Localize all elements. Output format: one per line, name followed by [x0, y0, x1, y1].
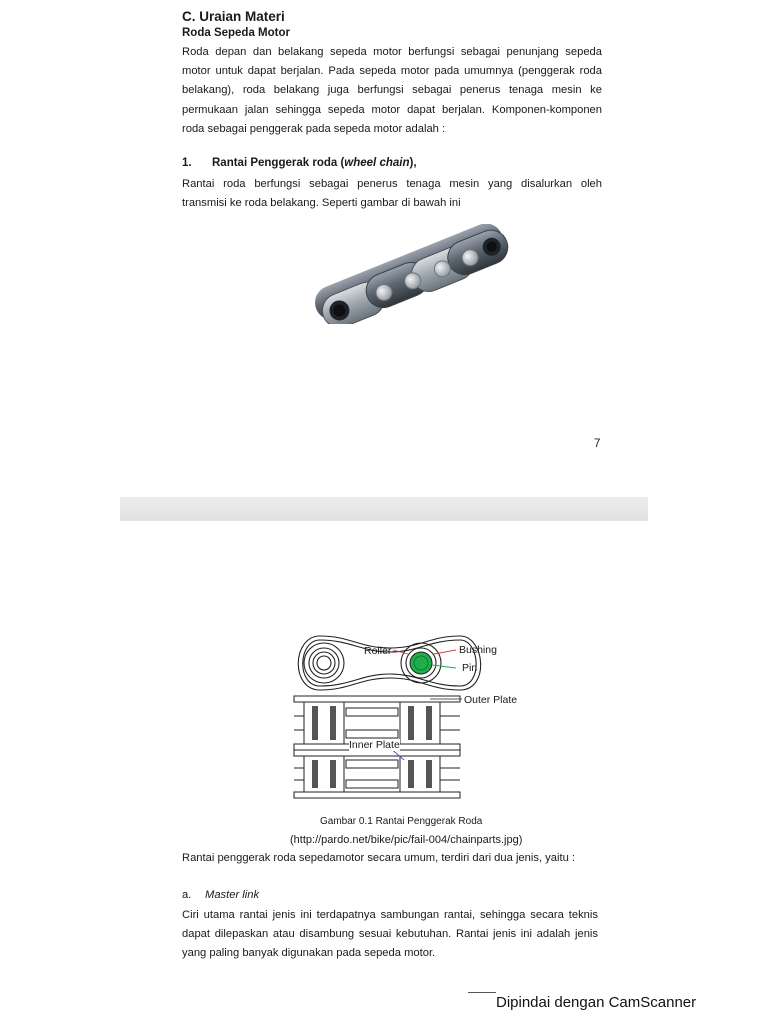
item1-title-end: ), — [409, 157, 417, 169]
item1-title — [212, 157, 417, 169]
label-outer-plate: Outer Plate — [464, 694, 518, 706]
page-separator — [120, 497, 648, 521]
intro-paragraph — [182, 43, 602, 139]
item-a-paragraph — [182, 906, 598, 964]
item-a-title: Master link — [205, 889, 260, 901]
intro-line: belakang), roda belakang juga berfungsi sebagai penerus tenaga mesin ke — [182, 84, 602, 97]
intro-line: roda sebagai penggerak pada sepeda motor adalah : — [182, 122, 446, 135]
item1-paragraph — [182, 175, 602, 213]
types-intro: Rantai penggerak roda sepedamotor secara umum, terdiri dari dua jenis, yaitu : — [182, 852, 576, 864]
intro-line: Roda depan dan belakang sepeda motor berfungsi sebagai penunjang sepeda — [182, 46, 602, 58]
figure-caption-source: (http://pardo.net/bike/pic/fail-004/chainparts.jpg) — [290, 834, 523, 846]
item1-line: Rantai roda berfungsi sebagai penerus tenaga mesin yang disalurkan oleh — [182, 178, 602, 190]
page-number: 7 — [594, 438, 601, 450]
intro-line: motor untuk dapat berjalan. Pada sepeda motor pada umumnya (penggerak roda — [182, 65, 602, 78]
label-roller: Roller — [364, 645, 392, 657]
intro-line: permukaan jalan sehingga sepeda motor dapat berjalan. Komponen-komponen — [182, 103, 602, 116]
item-a-line: yang paling banyak digunakan pada sepeda motor. — [182, 947, 436, 960]
item1-title-text: Rantai Penggerak roda ( — [212, 157, 345, 169]
item1-number: 1. — [182, 157, 192, 169]
subheading: Roda Sepeda Motor — [182, 27, 290, 39]
item-a-line: dapat dilepaskan atau disambung sesuai kebutuhan. Rantai jenis ini adalah jenis — [182, 928, 598, 941]
section-heading: C. Uraian Materi — [182, 9, 285, 24]
item-a-line: Ciri utama rantai jenis ini terdapatnya sambungan rantai, sehingga secara teknis — [182, 909, 598, 921]
label-inner-plate: Inner Plate — [349, 739, 400, 751]
item1-line: transmisi ke roda belakang. Seperti gambar di bawah ini — [182, 197, 461, 210]
item-a-letter: a. — [182, 889, 192, 901]
chain-parts-diagram — [290, 632, 530, 804]
camscanner-watermark: Dipindai dengan CamScanner — [496, 994, 697, 1011]
pin-highlight — [410, 652, 432, 674]
figure-caption-title: Gambar 0.1 Rantai Penggerak Roda — [320, 816, 483, 827]
label-bushing: Bushing — [459, 644, 497, 656]
watermark-rule — [468, 992, 496, 993]
label-pin: Pin — [462, 662, 478, 674]
item1-title-italic: wheel chain — [344, 157, 410, 169]
chain-photo — [300, 224, 522, 324]
